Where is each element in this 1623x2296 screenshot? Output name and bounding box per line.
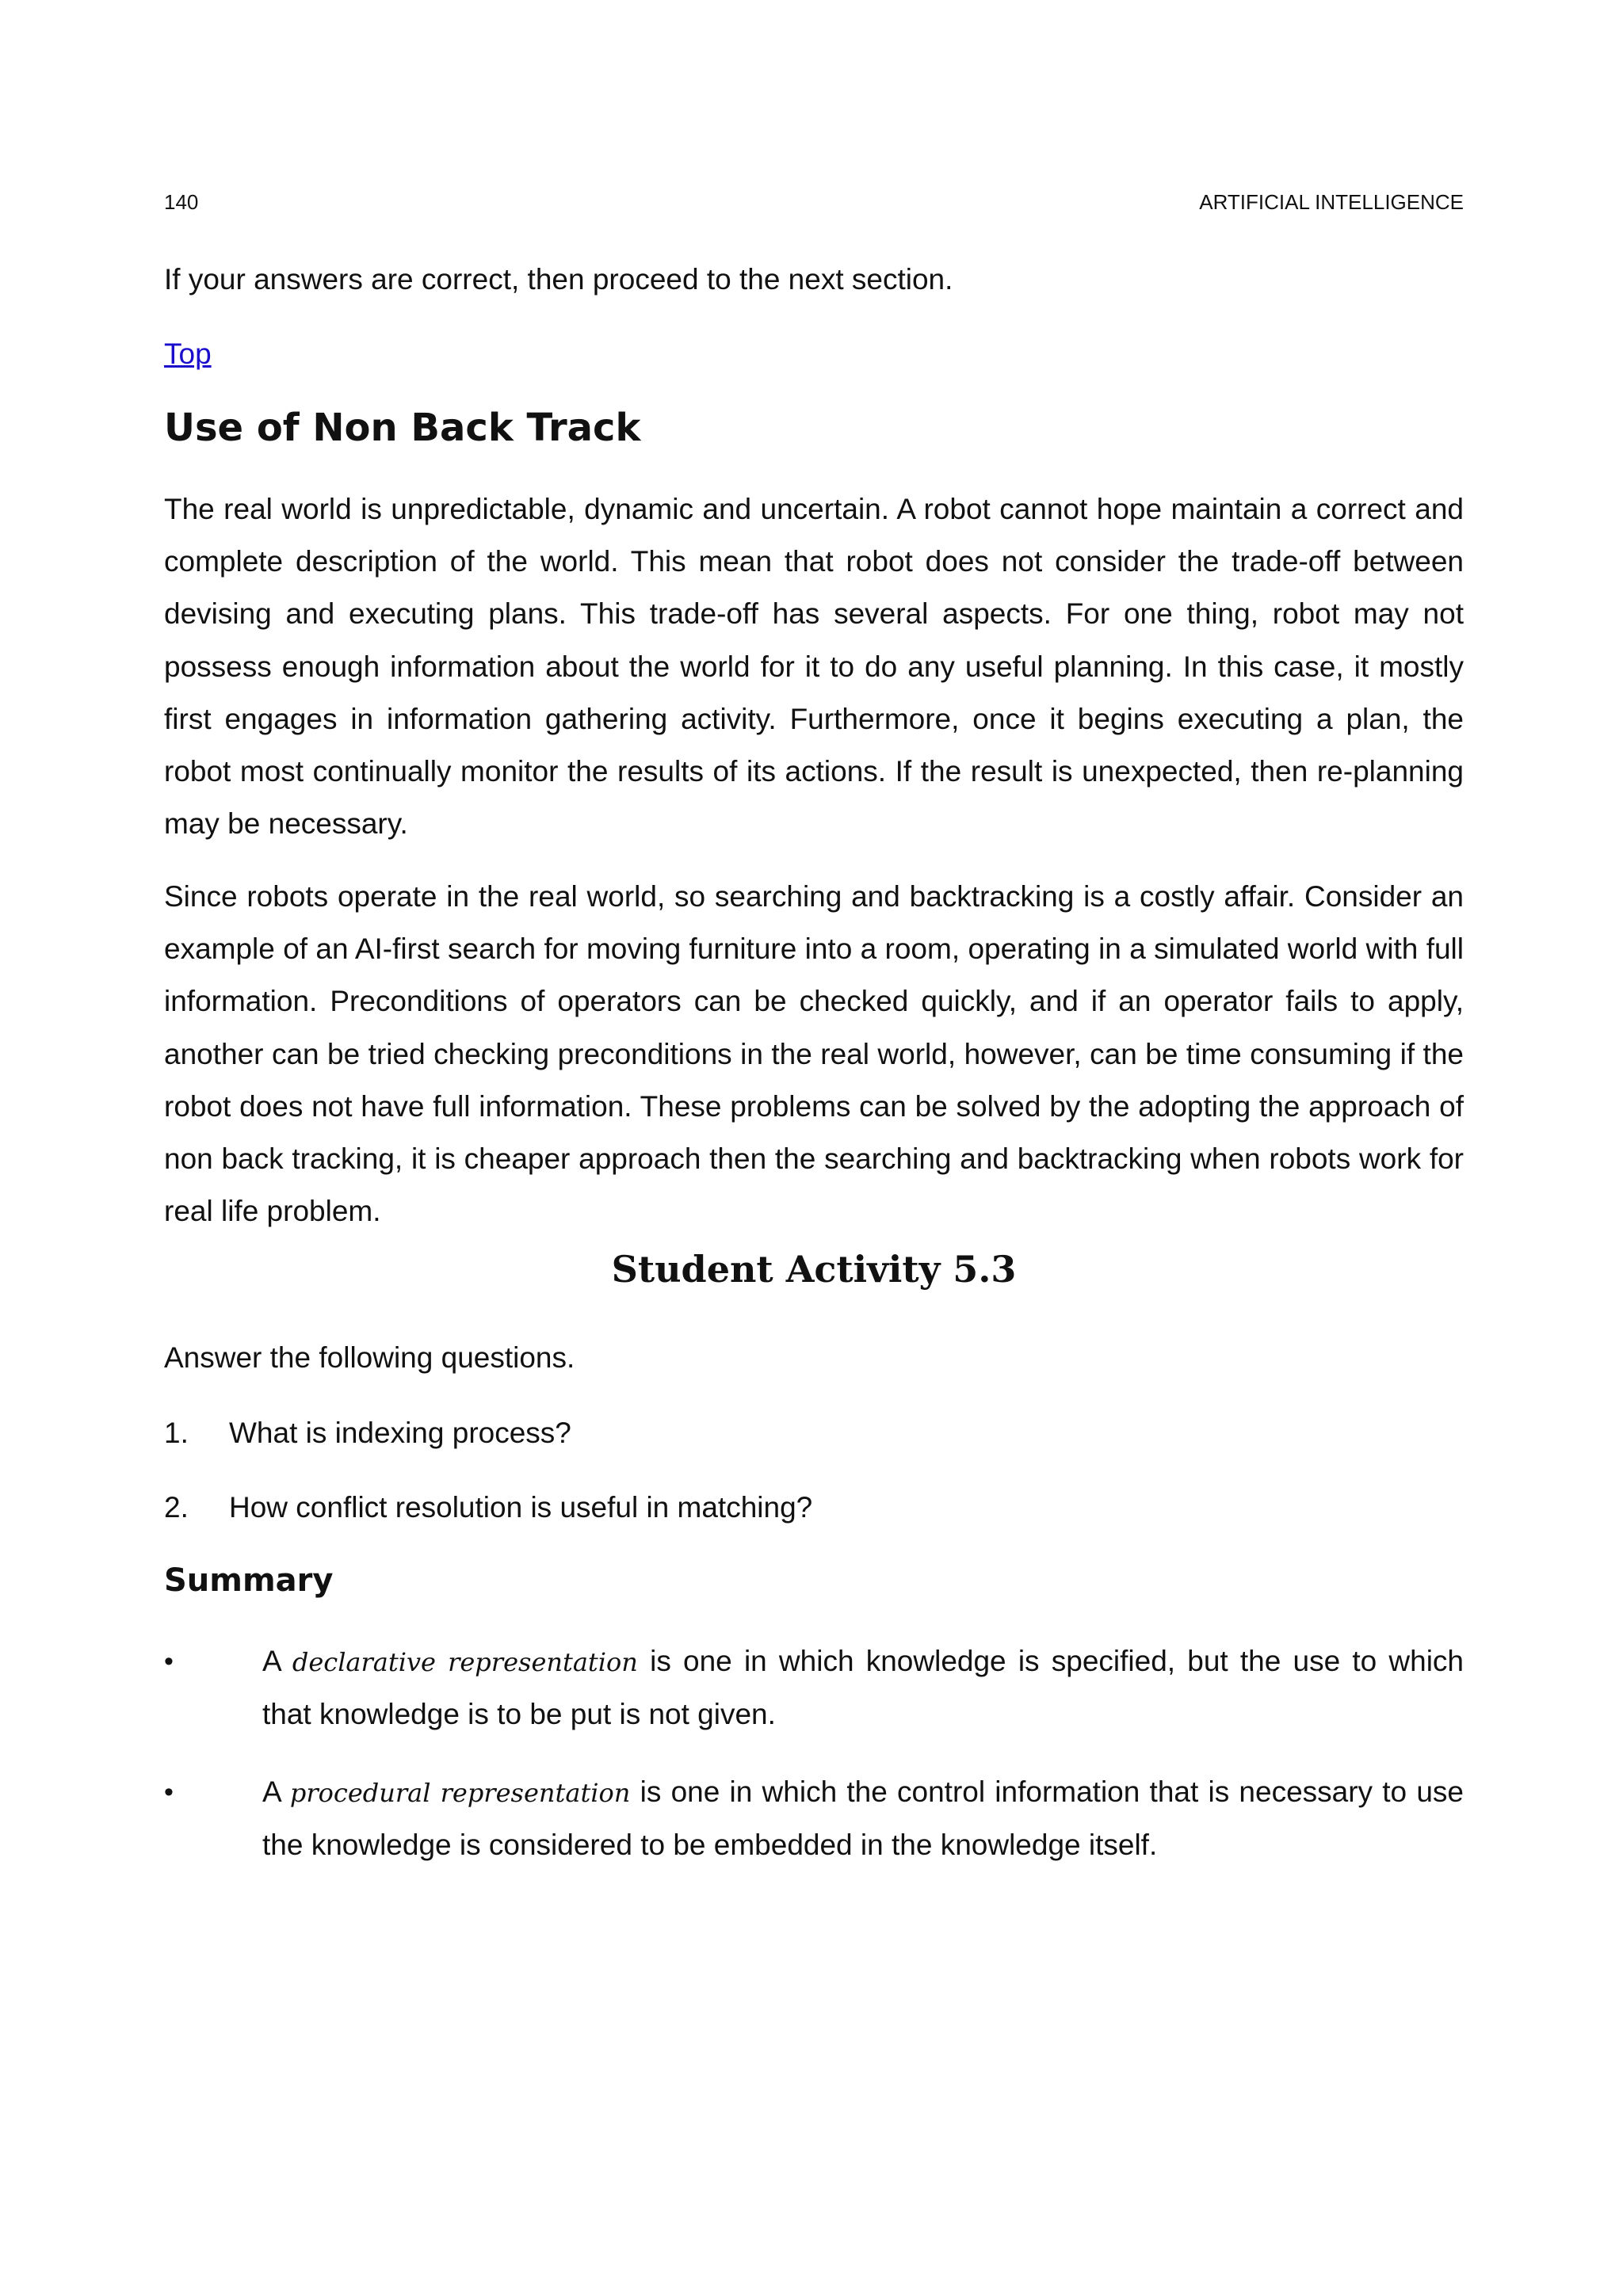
question-text: How conflict resolution is useful in matching? — [229, 1491, 813, 1524]
page-number: 140 — [164, 190, 199, 214]
student-activity-heading: Student Activity 5.3 — [611, 1248, 1017, 1291]
lead-text: If your answers are correct, then proceed to the next section. — [164, 263, 953, 296]
bullet-icon: • — [164, 1646, 174, 1676]
summary-text — [262, 1635, 1464, 1741]
bullet-icon: • — [164, 1777, 174, 1807]
summary-text — [262, 1766, 1464, 1871]
body-paragraph: The real world is unpredictable, dynamic and uncertain. A robot cannot hope maintain a correct and complete description of the world. This mean that robot does not consider the trade-off between devising and executing plans. This trade-off has several aspects. For one thing, robot may not possess enough information about the world for it to do any useful planning. In this case, it mostly first engages in information gathering activity. Furthermore, once it begins executing a plan, the robot most continually monitor the results of its actions. If the result is unexpected, then re-planning may be necessary. — [164, 493, 1464, 841]
section-heading: Use of Non Back Track — [164, 406, 641, 450]
question-text: What is indexing process? — [229, 1417, 571, 1449]
summary-prefix: A — [262, 1775, 290, 1808]
running-head — [164, 190, 1464, 214]
summary-definition: is one in which the control information that is necessary to use the knowledge is considered to be embedded in the knowledge itself. — [262, 1775, 1465, 1862]
activity-instruction: Answer the following questions. — [164, 1341, 575, 1374]
body-paragraph: Since robots operate in the real world, so searching and backtracking is a costly affair. Consider an example of an AI-first search for moving furniture into a room, operating in a simulated world with full information. Preconditions of operators can be checked quickly, and if an operator fails to apply, another can be tried checking preconditions in the real world, however, can be time consuming if the robot does not have full information. These problems can be solved by the adopting the approach of non back tracking, it is cheaper approach then the searching and backtracking when robots work for real life problem. — [164, 880, 1464, 1228]
question-number: 2. — [164, 1491, 189, 1524]
question-number: 1. — [164, 1417, 189, 1449]
summary-definition: is one in which knowledge is specified, but the use to which that knowledge is to be put is not given. — [262, 1645, 1465, 1731]
key-term: declarative representation — [292, 1647, 638, 1677]
summary-prefix: A — [262, 1645, 292, 1677]
top-link[interactable]: Top — [164, 338, 212, 370]
key-term: procedural representation — [289, 1778, 631, 1808]
book-title: ARTIFICIAL INTELLIGENCE — [1199, 190, 1464, 214]
summary-heading: Summary — [164, 1562, 334, 1599]
